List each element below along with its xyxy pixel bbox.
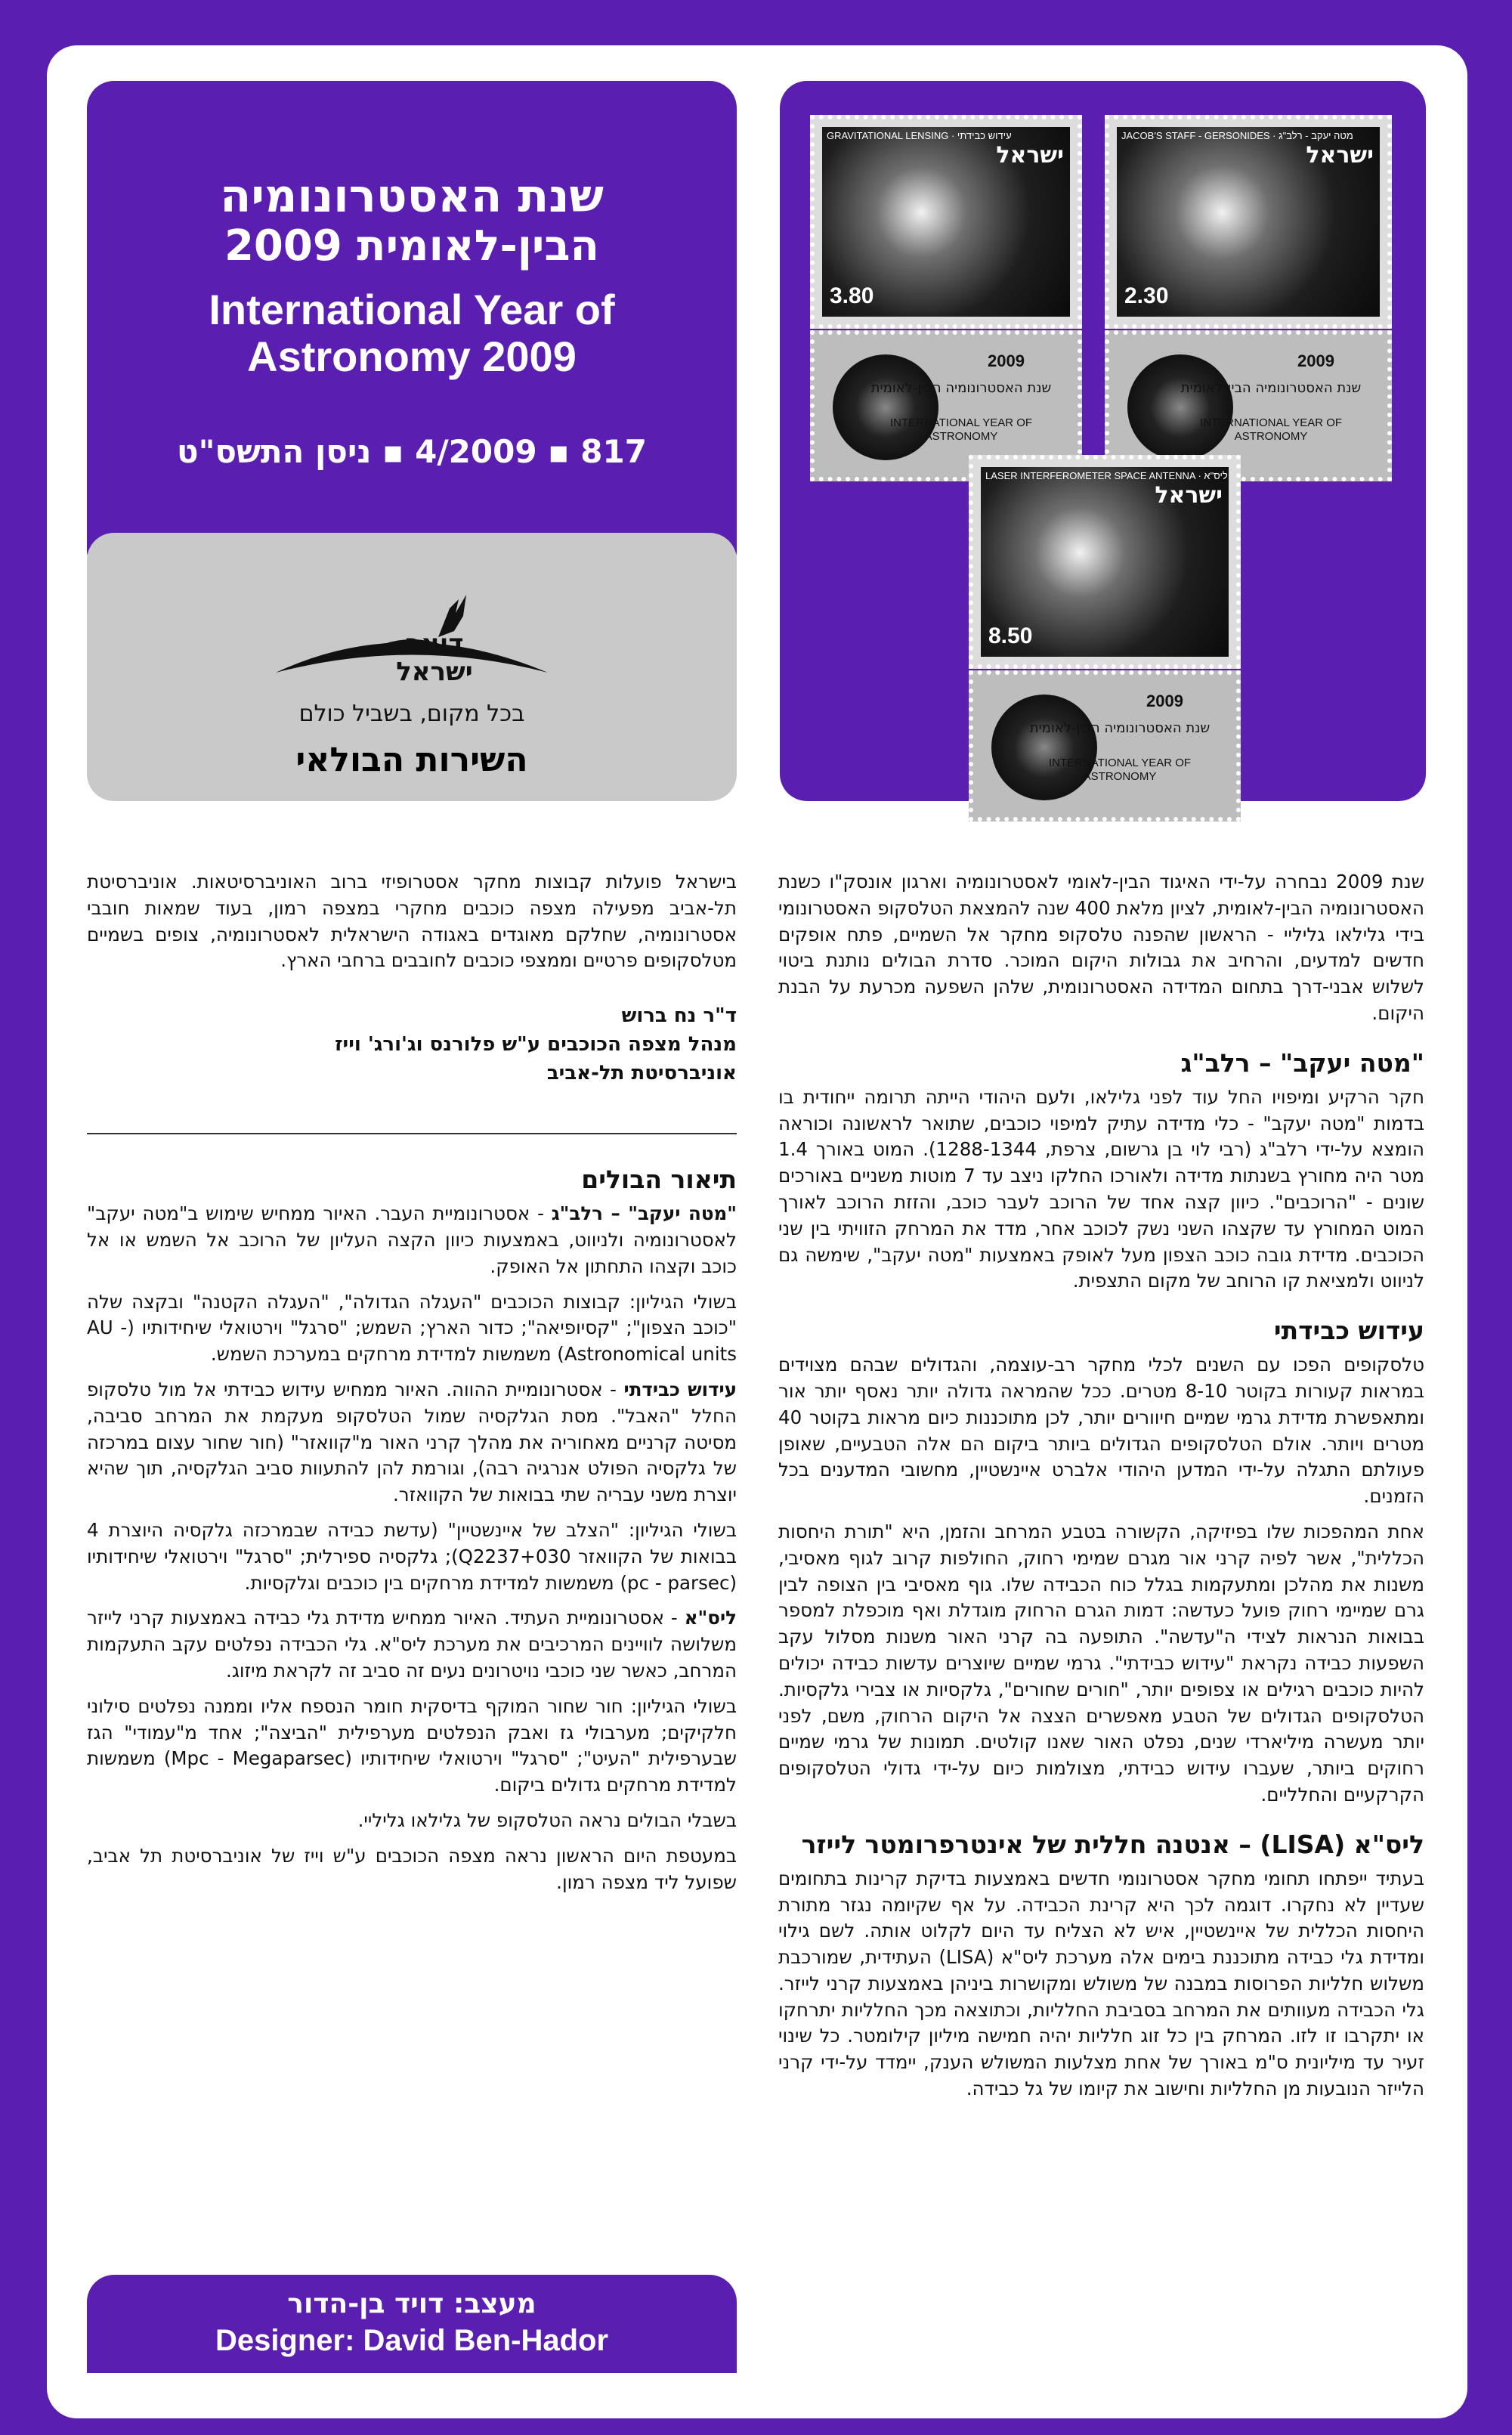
- logo-text-top: דואר: [405, 629, 464, 659]
- stamp-caption: JACOB'S STAFF - GERSONIDES · מטה יעקב - רלב"ג: [1121, 130, 1353, 141]
- stamp2-margin: בשולי הגיליון: "הצלב של איינשטיין" (עדשת כבידה שבמרכזה גלקסיה היוצרת 4 בבואות של הקוואזר Q2237+030); גלקסיה ספירלית; "סרגל" וירטואלי שיחידותיו (pc - parsec) משמשות למדידת מרחקים בין כוכבים וגלקסיות.: [87, 1518, 737, 1594]
- left-text-column: [87, 869, 737, 1904]
- stamp-lisa: [969, 455, 1241, 669]
- stamps-panel: [780, 81, 1426, 801]
- lensing-paragraph-2: אחת המהפכות שלו בפיזיקה, הקשורה בטבע המרחב והזמן, היא "תורת היחסות הכללית", אשר לפיה קרני אור מגרם שמימי רחוק, החולפות קרוב לגוף מאסיבי, משנות את מהלכן ומתעקמות בגלל כוח הכבידה שלו. גוף מאסיבי בין הצופה לבין גרם שמיימי רחוק פועל כעדשה: דמות הגרם הרחוק מוגדלת ואף מוכפלת למספר בבואות הנראות לצידי ה"עדשה". התופעה בה קרני האור משנות מסלול עקב השפעות כבידה נקראת "עידוש כבידתי". גרמי שמיים שיוצרים עדשות כבידה יכולים להיות כוכבים רגילים או צפופים יותר, "חורים שחורים", גלקסיות או צבירי גלקסיות. הטלסקופים הגדולים של הטבע מאפשרים הצצה אל היקום הרחוק, משם, לפני יותר מעשרה מיליארדי שנים, נפלט האור שאנו קולטים. תמונות של גרמי שמיים רחוקים ביותר, שעברו עידוש כבידתי, מצולמות כיום על-ידי גדולי הטלסקופים הקרקעיים והחלליים.: [778, 1520, 1424, 1805]
- stamp-jacobs-staff: [1105, 115, 1392, 329]
- stamp3-description: [87, 1605, 737, 1684]
- logo-text-bottom: ישראל: [396, 657, 473, 687]
- stamp-value: 2.30: [1124, 283, 1169, 308]
- stamp-country: ישראל: [996, 142, 1064, 169]
- title-hebrew-line2: הבין-לאומית 2009: [224, 221, 600, 271]
- stamp-country: ישראל: [1306, 142, 1374, 169]
- tab-english-text: INTERNATIONAL YEAR OF ASTRONOMY: [889, 416, 1033, 443]
- designer-hebrew: מעצב: דויד בן-הדור: [287, 2288, 536, 2319]
- stamp2-description: [87, 1377, 737, 1508]
- stamp3-text: - אסטרונומיית העתיד. האיור ממחיש מדידת גלי כבידה באמצעות קרני לייזר משלושה לוויינים המרכיבים את מערכת ליס"א. גלי הכבידה נפלטים עקב התעקמות המרחב, כאשר שני כוכבי נויטרונים נעים זה סביב זה לקראת מיזוג.: [87, 1607, 737, 1682]
- section-divider: [87, 1133, 737, 1134]
- lensing-paragraph-1: טלסקופים הפכו עם השנים לכלי מחקר רב-עוצמה, והגדולים שבהם מצוידים במראות קעורות בקוטר 8-10 מטרים. ככל שהמראה גדולה יותר נאסף יותר אור ומתאפשרת מדידת גרמי שמיים חיוורים יותר, לכן מתוכננות כיום מראות בקוטר 40 מטרים ויותר. אולם הטלסקופים הגדולים ביותר ביקום הם אלה הטבעיים, שאופן פעולתם התגלה על-ידי המדען היהודי אלברט איינשטיין, מחשובי המדענים בכל הזמנים.: [778, 1354, 1425, 1508]
- telescope-lens-icon: [1127, 354, 1233, 460]
- heading-jacobs-staff: "מטה יעקב" – רלב"ג: [1180, 1047, 1424, 1078]
- title-english-line2: Astronomy 2009: [247, 333, 577, 380]
- title-english-line1: International Year of: [209, 286, 615, 333]
- stamp-value: 3.80: [830, 283, 874, 308]
- israel-research-paragraph: בישראל פועלות קבוצות מחקר אסטרופיזי ברוב האוניברסיטאות. אוניברסיטת תל-אביב מפעילה מצפה כוכבים מחקרי במצפה רמון, בעוד שמאות חובבי אסטרונומיה, שחלקם מאוגדים באגודה הישראלית לאסטרונומיה, צופים בשמיים מטלסקופים פרטיים וממצפי כוכבים לחובבים ברחבי הארץ.: [87, 871, 737, 972]
- jacobs-staff-paragraph: חקר הרקיע ומיפויו החל עוד לפני גלילאו, ולעם היהודי הייתה תרומה ייחודית בו בדמות "מטה יעקב" - כלי מדידה עתיק למיפוי כוכבים, שתואר לראשונה וכוראה הומצא על-ידי רלב"ג (רבי לוי בן גרשום, צרפת, 1288-1344). המוט באורך 1.4 מטר היה מחורץ בשנתות מדידה ולאורכו החלקו ניצב עד 7 מוטות משניים באורכים שונים - "הרוכבים". כיוון קצה אחד של הרוכב לעבר כוכב, והזזת הרוכב לאורך המוט המחורץ עד שקצהו השני נשק לכוכב אחר, מדד את המרחק הזוויתי בין שני הכוכבים. מדידת גובה כוכב הצפון מעל לאופק באמצעות "מטה יעקב", שימשה גם לניווט ולמציאת קו הרוחב של מקום התצפית.: [778, 1085, 1425, 1292]
- lisa-paragraph: בעתיד ייפתחו תחומי מחקר אסטרונומי חדשים באמצעות בדיקת קרינות בתחומים שעדיין לא נחקרו. דוגמה לכך היא קרינת הכבידה. על אף שקיומה נגזר מתורת היחסות הכללית של איינשטיין, איש לא הצליח עד היום לקלוט אותה. לשם גילוי ומדידת גלי כבידה מתוכננת בימים אלה מערכת ליס"א (LISA) העתידית, שמורכבת משלוש חלליות הפרוסות במבנה של משולש ומקושרות ביניהן באמצעות קרני לייזר. גלי הכבידה מעוותים את המרחב בסביבת החלליות, וכתוצאה מכך החלליות יתרחקו או יתקרבו זו לזו. המרחק בין כל זוג חלליות יהיה חמישה מיליון קילומטר. כל שינוי זעיר עד מיליונית ס"מ באורך של אחת מצלעות המשולש הענק, יימדד על-ידי קרני הלייזר הנובעות מן החלליות וחישוב את קיומו של גל כבידה.: [778, 1867, 1424, 2100]
- heading-lisa: ליס"א (LISA) – אנטנה חללית של אינטרפרומטר לייזר: [801, 1829, 1424, 1859]
- telescope-lens-icon: [833, 354, 938, 460]
- stamp1-description: [87, 1201, 737, 1279]
- stamp-gravitational-lensing: [810, 115, 1082, 329]
- stamp1-title: "מטה יעקב" – רלב"ג: [551, 1202, 737, 1225]
- issue-info: 817 ▪ 4/2009 ▪ ניסן התשס"ט: [177, 433, 647, 470]
- telescope-lens-icon: [991, 695, 1097, 800]
- author-institution: אוניברסיטת תל-אביב: [546, 1062, 737, 1085]
- stamp1-margin: בשולי הגיליון: קבוצות הכוכבים "העגלה הגדולה", "העגלה הקטנה" ובקצה שלה "כוכב הצפון"; "קסיופיאה"; כדור הארץ; השמש; "סרגל" וירטואלי שיחידותיו (AU - Astronomical units) משמשות למדידת מרחקים במערכת השמש.: [87, 1290, 737, 1366]
- first-day-cover-note: במעטפת היום הראשון נראה מצפה הכוכבים ע"ש וייז של אוניברסיטת תל אביב, שפועל ליד מצפה רמון.: [87, 1844, 737, 1893]
- israel-post-deer-logo: [261, 578, 563, 699]
- right-text-column: [778, 869, 1424, 2112]
- tab-english-text: INTERNATIONAL YEAR OF ASTRONOMY: [1199, 416, 1343, 443]
- stamp1-text: - אסטרונומיית העבר. האיור ממחיש שימוש ב"מטה יעקב" לאסטרונומיה ולניווט, באמצעות כיוון הקצה העליון של הרוכב אל השמש או אל כוכב וקצהו התחתון אל האופק.: [87, 1202, 737, 1277]
- stamp2-text: - אסטרונומיית ההווה. האיור ממחיש עידוש כבידתי אל מול טלסקופ החלל "האבל". מסת הגלקסיה שמול הטלסקופ מעקמת את המרחב סביבה, מסיטה קרניים מאחוריה את מהלך קרני האור מ"קוואזר" (חור שחור עצום במרכזה של גלקסיה הפולט אנרגיה רבה), וגורמת להן להתעוות סביב הגלקסיה, תוך שהיא יוצרת משני עבריה שתי בבואות של הקוואזר.: [87, 1378, 737, 1506]
- author-role: מנהל מצפה הכוכבים ע"ש פלורנס וג'ורג' וייז: [335, 1033, 737, 1057]
- designer-english: Designer: David Ben-Hador: [215, 2324, 609, 2357]
- designer-panel: [87, 2275, 737, 2373]
- philatelic-service-title: השירות הבולאי: [295, 741, 528, 779]
- stamp-caption: LASER INTERFEROMETER SPACE ANTENNA · ליס"א: [985, 470, 1228, 481]
- stamp-caption: GRAVITATIONAL LENSING · עידוש כבידתי: [827, 130, 1012, 141]
- title-panel: [87, 81, 737, 578]
- stamp3-margin: בשולי הגיליון: חור שחור המוקף בדיסקית חומר הנספח אליו וממנה נפלטים סילוני חלקיקים; מערבולי גז ואבק הנפלטים מערפילית "הביצה"; אחד מ"עמודי" הגז שבערפילית "העיט"; "סרגל" וירטואלי שיחידותיו (Mpc - Megaparsec) משמשות למדידת מרחקים גדולים ביקום.: [87, 1694, 737, 1796]
- tab-hebrew-text: שנת האסטרונומיה הבין-לאומית: [870, 380, 1052, 396]
- tab-year: 2009: [1297, 351, 1334, 370]
- israel-post-panel: [87, 533, 737, 801]
- stamp-country: ישראל: [1155, 482, 1223, 509]
- tabs-note: בשבלי הבולים נראה הטלסקופ של גלילאו גליליי.: [357, 1808, 737, 1831]
- stamp-tab-3: [969, 670, 1241, 821]
- author-name: ד"ר נח ברוש: [621, 1004, 737, 1028]
- tab-hebrew-text: שנת האסטרונומיה הבין-לאומית: [1180, 380, 1362, 396]
- tab-hebrew-text: שנת האסטרונומיה הבין-לאומית: [1029, 720, 1211, 736]
- stamp-value: 8.50: [988, 623, 1033, 648]
- author-signature: [87, 1001, 737, 1088]
- title-hebrew-line1: שנת האסטרונומיה: [220, 170, 604, 223]
- heading-stamp-description: תיאור הבולים: [581, 1165, 737, 1195]
- intro-paragraph: שנת 2009 נבחרה על-ידי האיגוד הבין-לאומי לאסטרונומיה וארגון אונסק"ו כשנת האסטרונומיה הבין-לאומית, לציון מלאת 400 שנה להמצאת הטלסקופ האסטרונומי בידי גלילאו גליליי - הראשון שהפנה טלסקופ מחקר אל השמיים, פתח אופקים חדשים למדעים, והרחיב את גבולות היקום המוכר. סדרת הבולים נותנת ביטוי לשלוש אבני-דרך בתחום המדידה האסטרונומית, שלהן השפעה מכרעת על הבנת היקום.: [778, 871, 1425, 1024]
- tab-year: 2009: [1146, 692, 1183, 710]
- stamp3-title: ליס"א: [684, 1607, 737, 1629]
- post-slogan: בכל מקום, בשביל כולם: [298, 701, 525, 727]
- heading-gravitational-lensing: עידוש כבידתי: [1273, 1316, 1424, 1346]
- tab-year: 2009: [988, 351, 1025, 370]
- stamp2-title: עידוש כבידתי: [623, 1378, 737, 1400]
- tab-english-text: INTERNATIONAL YEAR OF ASTRONOMY: [1048, 756, 1192, 783]
